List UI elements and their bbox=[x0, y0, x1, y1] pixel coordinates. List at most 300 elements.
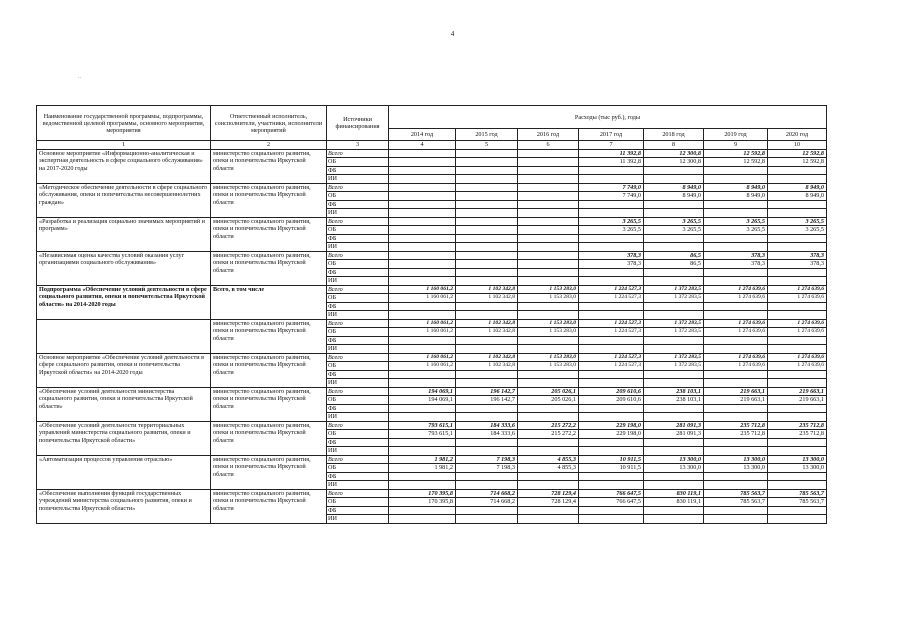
row-value bbox=[456, 481, 518, 490]
row-source: Всего bbox=[327, 251, 389, 260]
row-value bbox=[456, 302, 518, 311]
row-source: ОБ bbox=[327, 362, 389, 371]
row-value bbox=[456, 251, 518, 260]
row-value bbox=[389, 175, 456, 184]
row-source: ИИ bbox=[327, 515, 389, 524]
row-source: ОБ bbox=[327, 158, 389, 167]
row-value bbox=[768, 370, 827, 379]
row-value: 219 663,1 bbox=[768, 396, 827, 405]
row-source: ФБ bbox=[327, 438, 389, 447]
row-value bbox=[579, 472, 644, 481]
row-value: 1 981,2 bbox=[389, 464, 456, 473]
row-value: 238 103,1 bbox=[644, 396, 704, 405]
row-value: 378,3 bbox=[704, 251, 768, 260]
row-value: 785 563,7 bbox=[704, 489, 768, 498]
row-value bbox=[389, 413, 456, 422]
row-value: 793 615,1 bbox=[389, 430, 456, 439]
row-value bbox=[389, 251, 456, 260]
row-value bbox=[518, 481, 579, 490]
row-value bbox=[579, 447, 644, 456]
row-name: Основное мероприятие «Информационно-аналитическая и экспертная деятельность в сфере социального обслуживания» на 2017-2020 годы bbox=[37, 149, 211, 183]
row-value bbox=[518, 472, 579, 481]
row-value bbox=[768, 268, 827, 277]
row-value: 3 265,5 bbox=[704, 226, 768, 235]
row-value: 1 153 283,0 bbox=[518, 353, 579, 362]
row-value: 830 119,1 bbox=[644, 498, 704, 507]
row-value bbox=[456, 311, 518, 320]
row-value: 7 198,3 bbox=[456, 464, 518, 473]
row-value: 1 372 283,5 bbox=[644, 319, 704, 328]
row-value: 1 372 283,5 bbox=[644, 285, 704, 294]
row-value bbox=[644, 438, 704, 447]
row-value bbox=[704, 413, 768, 422]
row-value bbox=[456, 277, 518, 286]
row-source: Всего bbox=[327, 489, 389, 498]
row-value bbox=[768, 515, 827, 524]
row-value bbox=[644, 370, 704, 379]
row-source: ФБ bbox=[327, 370, 389, 379]
row-value bbox=[456, 192, 518, 201]
row-value: 1 274 639,6 bbox=[704, 362, 768, 371]
table-row bbox=[37, 285, 827, 294]
row-value bbox=[518, 200, 579, 209]
row-value: 13 300,0 bbox=[768, 455, 827, 464]
row-name: «Обеспечение выполнения функций государственных учреждений министерства социального развития, опеки и попечительства Иркутской области» bbox=[37, 489, 211, 523]
row-value bbox=[768, 200, 827, 209]
row-value bbox=[644, 209, 704, 218]
row-value bbox=[704, 234, 768, 243]
row-value: 1 102 342,8 bbox=[456, 285, 518, 294]
row-value bbox=[389, 506, 456, 515]
table-row bbox=[37, 319, 827, 328]
row-value bbox=[456, 200, 518, 209]
row-source: ОБ bbox=[327, 498, 389, 507]
row-value: 1 224 527,3 bbox=[579, 328, 644, 337]
row-value bbox=[704, 175, 768, 184]
row-value: 714 668,2 bbox=[456, 498, 518, 507]
row-source: ФБ bbox=[327, 234, 389, 243]
row-value bbox=[579, 234, 644, 243]
row-value bbox=[389, 183, 456, 192]
row-value bbox=[644, 413, 704, 422]
row-source: ИИ bbox=[327, 447, 389, 456]
row-value: 12 592,8 bbox=[768, 158, 827, 167]
table-row bbox=[37, 149, 827, 158]
row-value bbox=[644, 200, 704, 209]
row-value: 194 069,1 bbox=[389, 396, 456, 405]
row-value bbox=[768, 345, 827, 354]
row-value bbox=[579, 268, 644, 277]
row-value bbox=[456, 234, 518, 243]
row-name bbox=[37, 319, 211, 353]
row-value bbox=[389, 260, 456, 269]
header-year: 2016 год bbox=[518, 129, 579, 141]
header-name: Наименование государственной программы, подпрограммы, ведомственной целевой программы, основного мероприятия, мероприятия bbox=[37, 106, 211, 141]
row-value bbox=[768, 209, 827, 218]
row-name: «Независимая оценка качества условий оказания услуг организациями социального обслуживания» bbox=[37, 251, 211, 285]
row-value: 1 160 061,2 bbox=[389, 353, 456, 362]
row-value: 184 333,6 bbox=[456, 430, 518, 439]
row-value: 378,3 bbox=[768, 251, 827, 260]
row-value bbox=[389, 345, 456, 354]
row-value bbox=[579, 311, 644, 320]
row-value: 1 153 283,0 bbox=[518, 285, 579, 294]
row-value bbox=[704, 472, 768, 481]
row-value: 1 274 639,6 bbox=[768, 319, 827, 328]
row-executor: Всего, в том числе bbox=[211, 285, 327, 319]
row-source: ФБ bbox=[327, 506, 389, 515]
row-value bbox=[456, 209, 518, 218]
row-value bbox=[518, 226, 579, 235]
row-value: 86,5 bbox=[644, 251, 704, 260]
row-value bbox=[389, 515, 456, 524]
row-name: «Обеспечение условий деятельности территориальных управлений министерства социального развития, опеки и попечительства Иркутской области» bbox=[37, 421, 211, 455]
row-value bbox=[518, 277, 579, 286]
row-executor: министерство социального развития, опеки и попечительства Иркутской области bbox=[211, 387, 327, 421]
row-value: 1 160 061,2 bbox=[389, 319, 456, 328]
row-value bbox=[579, 175, 644, 184]
row-source: Всего bbox=[327, 455, 389, 464]
row-value bbox=[704, 311, 768, 320]
row-value bbox=[644, 379, 704, 388]
row-source: ОБ bbox=[327, 430, 389, 439]
row-value: 10 911,5 bbox=[579, 455, 644, 464]
row-executor: министерство социального развития, опеки и попечительства Иркутской области bbox=[211, 455, 327, 489]
table-row bbox=[37, 183, 827, 192]
row-value bbox=[456, 268, 518, 277]
row-value bbox=[644, 345, 704, 354]
row-value: 3 265,5 bbox=[644, 217, 704, 226]
row-value bbox=[704, 336, 768, 345]
row-value bbox=[389, 217, 456, 226]
row-value: 11 392,8 bbox=[579, 149, 644, 158]
row-value: 1 153 283,0 bbox=[518, 362, 579, 371]
row-value: 3 265,5 bbox=[768, 226, 827, 235]
row-value bbox=[456, 345, 518, 354]
row-value bbox=[456, 217, 518, 226]
row-value bbox=[456, 260, 518, 269]
row-value bbox=[768, 413, 827, 422]
row-source: Всего bbox=[327, 421, 389, 430]
row-value bbox=[579, 200, 644, 209]
row-value bbox=[518, 379, 579, 388]
header-executor: Ответственный исполнитель, соисполнители, участники, исполнители мероприятий bbox=[211, 106, 327, 141]
row-value bbox=[389, 302, 456, 311]
row-value: 378,3 bbox=[579, 260, 644, 269]
row-value bbox=[456, 166, 518, 175]
row-value: 205 026,1 bbox=[518, 396, 579, 405]
row-value: 1 153 283,0 bbox=[518, 328, 579, 337]
row-value bbox=[768, 336, 827, 345]
row-value bbox=[768, 166, 827, 175]
row-value bbox=[456, 404, 518, 413]
row-value: 13 300,0 bbox=[704, 455, 768, 464]
row-value: 219 663,1 bbox=[704, 396, 768, 405]
row-value: 13 300,0 bbox=[768, 464, 827, 473]
row-source: ФБ bbox=[327, 302, 389, 311]
row-value bbox=[704, 447, 768, 456]
row-value: 766 647,5 bbox=[579, 489, 644, 498]
row-value bbox=[389, 481, 456, 490]
row-value: 170 395,8 bbox=[389, 489, 456, 498]
row-value: 10 911,5 bbox=[579, 464, 644, 473]
row-value bbox=[644, 234, 704, 243]
row-source: ОБ bbox=[327, 294, 389, 303]
row-value: 12 592,8 bbox=[704, 149, 768, 158]
row-value bbox=[579, 379, 644, 388]
row-value: 1 224 527,3 bbox=[579, 353, 644, 362]
row-value bbox=[644, 311, 704, 320]
table-row bbox=[37, 455, 827, 464]
row-source: ОБ bbox=[327, 396, 389, 405]
row-value bbox=[389, 277, 456, 286]
row-value: 238 103,1 bbox=[644, 387, 704, 396]
row-value bbox=[456, 438, 518, 447]
row-value: 13 300,0 bbox=[704, 464, 768, 473]
row-value bbox=[579, 336, 644, 345]
row-source: ИИ bbox=[327, 345, 389, 354]
row-value bbox=[518, 149, 579, 158]
row-value bbox=[579, 404, 644, 413]
row-value: 728 129,4 bbox=[518, 498, 579, 507]
row-value: 235 712,8 bbox=[768, 421, 827, 430]
row-source: ИИ bbox=[327, 175, 389, 184]
row-value bbox=[579, 166, 644, 175]
row-source: Всего bbox=[327, 353, 389, 362]
row-value bbox=[389, 336, 456, 345]
row-value bbox=[518, 209, 579, 218]
row-value: 196 142,7 bbox=[456, 396, 518, 405]
row-value: 11 392,8 bbox=[579, 158, 644, 167]
row-value bbox=[644, 447, 704, 456]
table-row bbox=[37, 387, 827, 396]
header-year: 2020 год bbox=[768, 129, 827, 141]
row-value bbox=[518, 302, 579, 311]
row-value: 3 265,5 bbox=[644, 226, 704, 235]
row-value: 12 592,8 bbox=[768, 149, 827, 158]
row-value: 229 198,0 bbox=[579, 430, 644, 439]
row-value bbox=[389, 447, 456, 456]
header-row bbox=[37, 106, 827, 129]
row-value bbox=[456, 336, 518, 345]
row-value bbox=[456, 370, 518, 379]
row-value bbox=[389, 200, 456, 209]
row-value: 1 102 342,8 bbox=[456, 328, 518, 337]
row-value bbox=[644, 515, 704, 524]
row-value: 3 265,5 bbox=[579, 226, 644, 235]
row-value: 1 102 342,8 bbox=[456, 319, 518, 328]
budget-table bbox=[36, 105, 827, 524]
row-value: 281 091,3 bbox=[644, 430, 704, 439]
row-source: Всего bbox=[327, 387, 389, 396]
row-value: 1 224 527,3 bbox=[579, 319, 644, 328]
row-value: 1 372 283,5 bbox=[644, 362, 704, 371]
row-value bbox=[389, 226, 456, 235]
row-value: 215 272,2 bbox=[518, 430, 579, 439]
row-value: 1 102 342,8 bbox=[456, 294, 518, 303]
row-name: «Обеспечение условий деятельности министерства социального развития, опеки и попечительства Иркутской области» bbox=[37, 387, 211, 421]
row-value: 1 372 283,5 bbox=[644, 294, 704, 303]
row-value bbox=[389, 149, 456, 158]
row-value bbox=[644, 243, 704, 252]
header-year: 2018 год bbox=[644, 129, 704, 141]
row-name: «Разработка и реализация социально значимых мероприятий и программ» bbox=[37, 217, 211, 251]
row-source: ИИ bbox=[327, 243, 389, 252]
column-numbers-row bbox=[37, 141, 827, 150]
row-source: Всего bbox=[327, 217, 389, 226]
table-row bbox=[37, 217, 827, 226]
row-value: 8 949,0 bbox=[644, 192, 704, 201]
row-value bbox=[518, 370, 579, 379]
row-value: 1 160 061,2 bbox=[389, 294, 456, 303]
header-year: 2017 год bbox=[579, 129, 644, 141]
row-value: 766 647,5 bbox=[579, 498, 644, 507]
row-value: 728 129,4 bbox=[518, 489, 579, 498]
row-value bbox=[644, 268, 704, 277]
header-year: 2015 год bbox=[456, 129, 518, 141]
row-value: 1 274 639,6 bbox=[768, 362, 827, 371]
column-number: 8 bbox=[644, 141, 704, 150]
row-value bbox=[579, 506, 644, 515]
row-value bbox=[389, 404, 456, 413]
row-value: 1 274 639,6 bbox=[704, 328, 768, 337]
row-value bbox=[518, 260, 579, 269]
row-source: ИИ bbox=[327, 209, 389, 218]
row-value: 1 274 639,6 bbox=[704, 294, 768, 303]
header-year: 2019 год bbox=[704, 129, 768, 141]
row-executor: министерство социального развития, опеки и попечительства Иркутской области bbox=[211, 421, 327, 455]
row-value bbox=[704, 166, 768, 175]
row-value: 714 668,2 bbox=[456, 489, 518, 498]
row-source: ФБ bbox=[327, 472, 389, 481]
row-value: 8 949,0 bbox=[644, 183, 704, 192]
row-value bbox=[389, 370, 456, 379]
row-value bbox=[579, 302, 644, 311]
row-value bbox=[704, 506, 768, 515]
corner-mark: .. bbox=[78, 74, 81, 80]
row-value bbox=[456, 149, 518, 158]
row-value bbox=[518, 336, 579, 345]
row-value: 235 712,8 bbox=[704, 421, 768, 430]
row-value: 4 855,3 bbox=[518, 464, 579, 473]
row-value bbox=[518, 506, 579, 515]
row-value: 1 274 639,6 bbox=[704, 319, 768, 328]
row-value: 785 563,7 bbox=[704, 498, 768, 507]
row-executor: министерство социального развития, опеки и попечительства Иркутской области bbox=[211, 319, 327, 353]
row-source: ОБ bbox=[327, 192, 389, 201]
row-value: 184 333,6 bbox=[456, 421, 518, 430]
row-value: 1 102 342,8 bbox=[456, 362, 518, 371]
row-value bbox=[768, 277, 827, 286]
row-value: 785 563,7 bbox=[768, 489, 827, 498]
row-value bbox=[456, 515, 518, 524]
row-value bbox=[579, 243, 644, 252]
row-value bbox=[704, 268, 768, 277]
row-value bbox=[456, 472, 518, 481]
row-executor: министерство социального развития, опеки и попечительства Иркутской области bbox=[211, 353, 327, 387]
row-value: 194 069,1 bbox=[389, 387, 456, 396]
row-source: ИИ bbox=[327, 481, 389, 490]
row-value bbox=[518, 404, 579, 413]
row-value bbox=[518, 311, 579, 320]
row-value: 8 949,0 bbox=[768, 192, 827, 201]
row-value bbox=[518, 515, 579, 524]
table-row bbox=[37, 251, 827, 260]
row-value bbox=[518, 217, 579, 226]
column-number: 9 bbox=[704, 141, 768, 150]
row-value bbox=[644, 404, 704, 413]
row-value bbox=[579, 277, 644, 286]
row-value: 209 610,6 bbox=[579, 387, 644, 396]
row-value: 793 615,1 bbox=[389, 421, 456, 430]
row-source: ИИ bbox=[327, 413, 389, 422]
column-number: 6 bbox=[518, 141, 579, 150]
column-number: 5 bbox=[456, 141, 518, 150]
row-value: 86,5 bbox=[644, 260, 704, 269]
row-value: 1 274 639,6 bbox=[704, 285, 768, 294]
row-value bbox=[644, 277, 704, 286]
row-value: 378,3 bbox=[704, 260, 768, 269]
row-source: ФБ bbox=[327, 268, 389, 277]
row-value bbox=[704, 515, 768, 524]
row-value bbox=[579, 370, 644, 379]
row-value bbox=[704, 481, 768, 490]
row-value bbox=[579, 345, 644, 354]
row-value bbox=[456, 226, 518, 235]
row-value bbox=[518, 413, 579, 422]
row-value bbox=[456, 413, 518, 422]
row-value bbox=[518, 268, 579, 277]
row-value bbox=[518, 438, 579, 447]
row-value bbox=[768, 379, 827, 388]
row-value bbox=[768, 506, 827, 515]
row-name: «Автоматизация процессов управления отраслью» bbox=[37, 455, 211, 489]
row-value: 281 091,3 bbox=[644, 421, 704, 430]
row-value bbox=[518, 345, 579, 354]
column-number: 2 bbox=[211, 141, 327, 150]
row-value bbox=[389, 158, 456, 167]
column-number: 7 bbox=[579, 141, 644, 150]
row-value bbox=[704, 379, 768, 388]
row-value bbox=[704, 243, 768, 252]
row-value bbox=[518, 192, 579, 201]
row-value: 219 663,1 bbox=[704, 387, 768, 396]
row-value bbox=[704, 302, 768, 311]
row-value: 7 198,3 bbox=[456, 455, 518, 464]
row-value: 205 026,1 bbox=[518, 387, 579, 396]
row-value bbox=[518, 447, 579, 456]
row-source: ОБ bbox=[327, 464, 389, 473]
row-value bbox=[389, 192, 456, 201]
header-source: Источники финансирования bbox=[327, 106, 389, 141]
row-value bbox=[389, 243, 456, 252]
row-value bbox=[456, 447, 518, 456]
header-expenses: Расходы (тыс руб.), годы bbox=[389, 106, 827, 129]
row-value: 1 224 527,3 bbox=[579, 285, 644, 294]
row-value: 378,3 bbox=[579, 251, 644, 260]
row-value bbox=[644, 175, 704, 184]
row-value bbox=[456, 183, 518, 192]
row-value: 830 119,1 bbox=[644, 489, 704, 498]
column-number: 10 bbox=[768, 141, 827, 150]
row-source: ФБ bbox=[327, 404, 389, 413]
row-value bbox=[579, 438, 644, 447]
row-source: ОБ bbox=[327, 226, 389, 235]
row-value bbox=[389, 268, 456, 277]
row-value: 1 153 283,0 bbox=[518, 294, 579, 303]
row-executor: министерство социального развития, опеки и попечительства Иркутской области bbox=[211, 183, 327, 217]
row-value bbox=[456, 158, 518, 167]
